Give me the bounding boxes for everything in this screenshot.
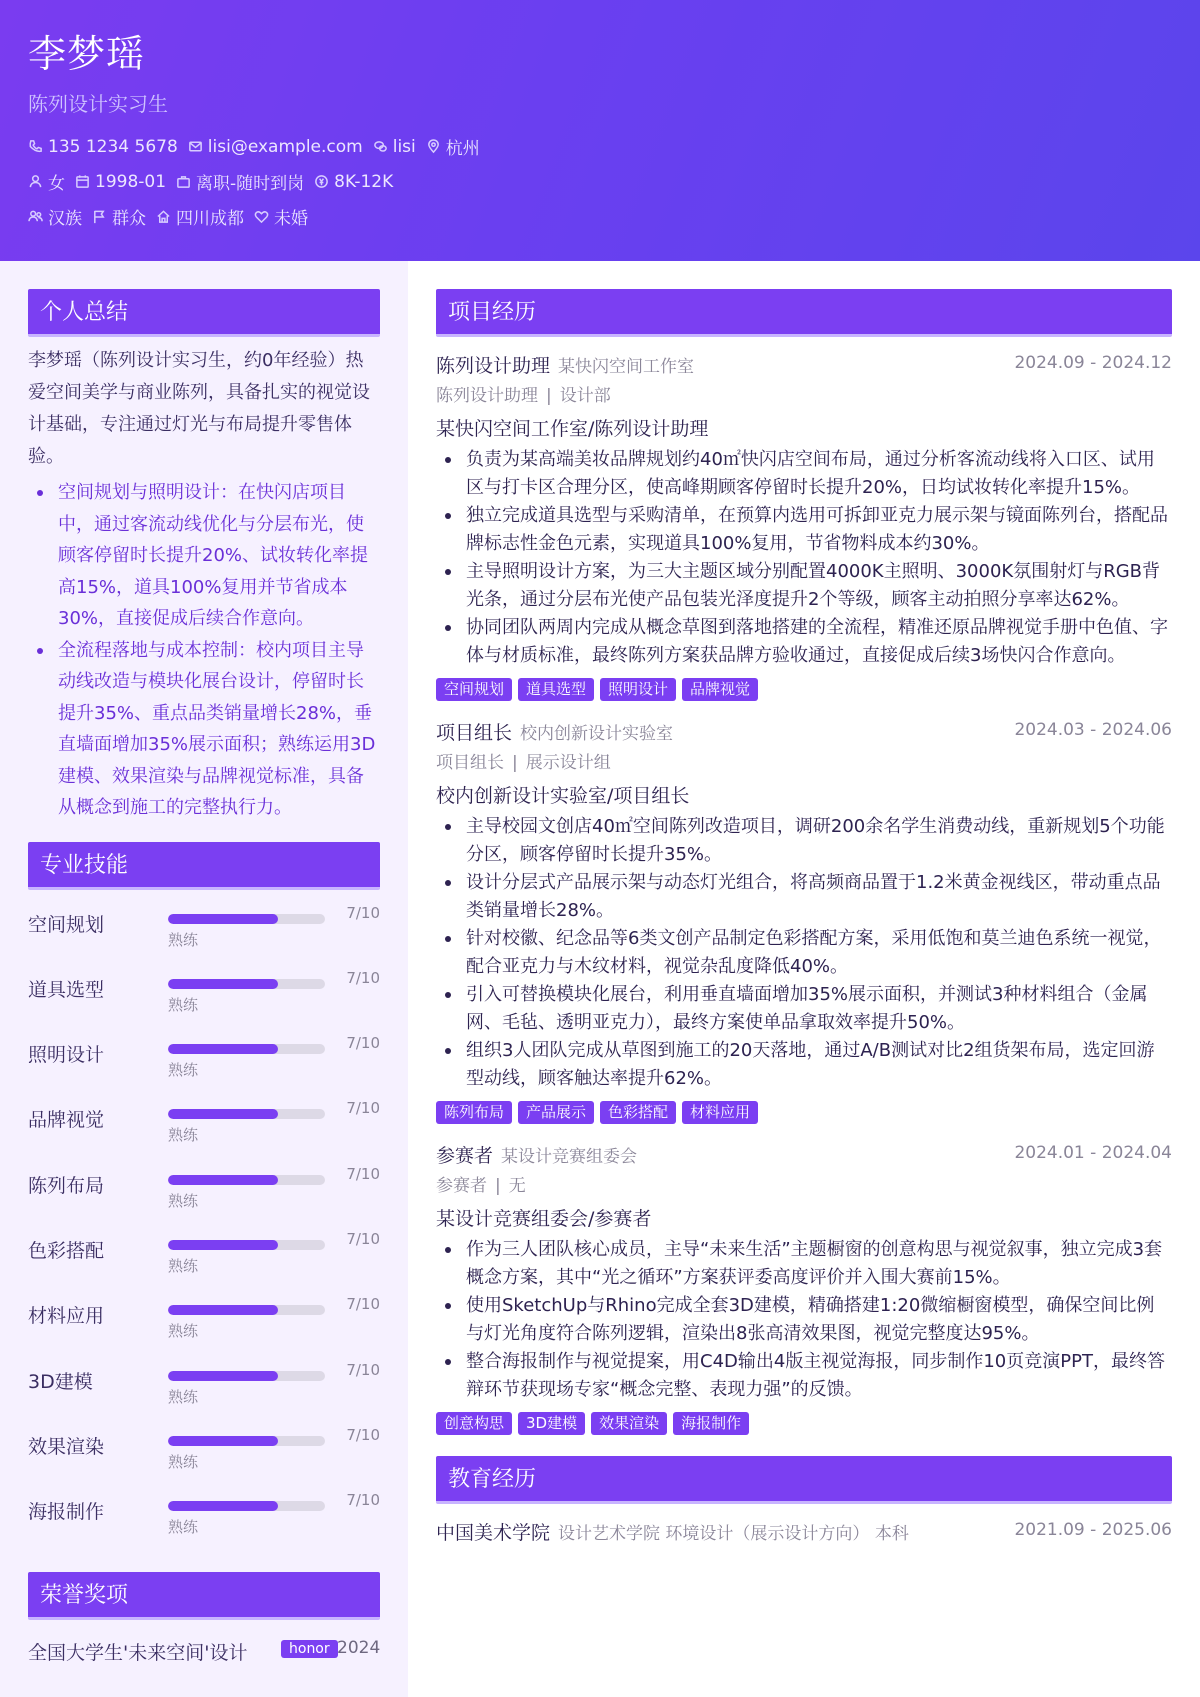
ethnicity-text: 汉族 xyxy=(48,209,82,229)
projects-list xyxy=(436,351,1172,1438)
summary-intro: 李梦瑶（陈列设计实习生，约0年经验）热爱空间美学与商业陈列，具备扎实的视觉设计基础，专注通过灯光与布局提升零售体验。 xyxy=(28,350,370,467)
birth-item xyxy=(75,172,166,192)
project-bullet: 整合海报制作与视觉提案，用C4D输出4版主视觉海报，同步制作10页竞演PPT，最终答辩环节获现场专家“概念完整、表现力强”的反馈。 xyxy=(436,1348,1172,1404)
project-org: 某快闪空间工作室 xyxy=(558,357,695,377)
status-item xyxy=(176,169,304,194)
status-text: 离职-随时到岗 xyxy=(196,174,305,194)
project-tags xyxy=(436,678,1172,704)
skills-heading: 专业技能 xyxy=(28,842,380,890)
skill-score: 7/10 xyxy=(346,968,380,987)
honor-item xyxy=(28,1630,380,1670)
salary-text: 8K-12K xyxy=(334,171,394,192)
skill-level: 熟练 xyxy=(168,1452,199,1471)
project-meta xyxy=(436,749,1172,777)
skill-level: 熟练 xyxy=(168,930,199,949)
education-info: 设计艺术学院 环境设计（展示设计方向） 本科 xyxy=(558,1524,909,1544)
education-item xyxy=(436,1518,1172,1548)
skill-bar xyxy=(168,1240,325,1250)
separator: | xyxy=(546,386,552,406)
wechat-text: lisi xyxy=(392,136,416,157)
project-date: 2024.01 - 2024.04 xyxy=(1014,1143,1172,1163)
candidate-name: 李梦瑶 xyxy=(28,32,146,76)
project-bullets xyxy=(436,1236,1172,1404)
wechat-item xyxy=(373,137,416,157)
summary-points xyxy=(28,477,380,824)
skill-bar xyxy=(168,1436,325,1446)
skill-bar-fill xyxy=(168,1240,278,1250)
city-text: 杭州 xyxy=(445,139,480,159)
wechat-icon xyxy=(373,139,388,154)
ethnicity-item xyxy=(28,204,82,229)
project-bullet: 负责为某高端美妆品牌规划约40㎡快闪店空间布局，通过分析客流动线将入口区、试用区与打卡区合理分区，使高峰期顾客停留时长提升20%，日均试妆转化率提升15%。 xyxy=(436,446,1172,502)
skill-score: 7/10 xyxy=(346,1360,380,1379)
summary-point: 空间规划与照明设计：在快闪店项目中，通过客流动线优化与分层布光，使顾客停留时长提升20%、试妆转化率提高15%，道具100%复用并节省成本30%，直接促成后续合作意向。 xyxy=(28,477,380,635)
skill-tag: 海报制作 xyxy=(673,1412,749,1435)
skill-name: 效果渲染 xyxy=(28,1435,105,1458)
honor-year: 2024 xyxy=(337,1638,381,1659)
skill-score: 7/10 xyxy=(346,1491,380,1510)
mail-icon xyxy=(188,139,203,154)
project-bullets xyxy=(436,813,1172,1093)
skill-score: 7/10 xyxy=(346,1295,380,1314)
skill-row xyxy=(28,1359,380,1424)
skill-bar-fill xyxy=(168,1305,278,1315)
skill-score: 7/10 xyxy=(346,1099,380,1118)
marital-item xyxy=(254,204,308,229)
skill-row xyxy=(28,1228,380,1293)
gender-text: 女 xyxy=(48,174,65,194)
birth-text: 1998-01 xyxy=(95,171,167,192)
right-column xyxy=(408,261,1200,1697)
skill-bar-fill xyxy=(168,1175,278,1185)
location-icon xyxy=(426,139,441,154)
phone-text: 135 1234 5678 xyxy=(48,136,178,157)
project-bullet: 作为三人团队核心成员，主导“未来生活”主题橱窗的创意构思与视觉叙事，独立完成3套概念方案，其中“光之循环”方案获评委高度评价并入围大赛前15%。 xyxy=(436,1236,1172,1292)
candidate-title: 陈列设计实习生 xyxy=(28,92,168,116)
skill-bar-fill xyxy=(168,1436,278,1446)
skill-bar-fill xyxy=(168,1109,278,1119)
skill-tag: 创意构思 xyxy=(436,1412,512,1435)
skill-name: 品牌视觉 xyxy=(28,1109,105,1132)
heart-icon xyxy=(254,209,269,224)
project-date: 2024.09 - 2024.12 xyxy=(1014,353,1172,373)
project-position: 参赛者 xyxy=(436,1176,487,1196)
skill-tag: 照明设计 xyxy=(600,678,676,701)
project-role: 参赛者 xyxy=(436,1145,494,1167)
project-dept: 展示设计组 xyxy=(525,753,611,773)
phone-item xyxy=(28,137,178,157)
project-bullet: 协同团队两周内完成从概念草图到落地搭建的全流程，精准还原品牌视觉手册中色值、字体与材质标准，最终陈列方案获品牌方验收通过，直接促成后续3场快闪合作意向。 xyxy=(436,614,1172,670)
skill-tag: 品牌视觉 xyxy=(682,678,758,701)
skill-row xyxy=(28,1489,380,1554)
skill-score: 7/10 xyxy=(346,1034,380,1053)
separator: | xyxy=(512,753,518,773)
project-header xyxy=(436,1141,1172,1169)
gender-item xyxy=(28,169,65,194)
education-date: 2021.09 - 2025.06 xyxy=(1014,1520,1172,1540)
skill-row xyxy=(28,967,380,1032)
skill-bar xyxy=(168,1175,325,1185)
flag-icon xyxy=(92,209,107,224)
contact-row xyxy=(28,134,1172,159)
skill-score: 7/10 xyxy=(346,1425,380,1444)
honor-badge: honor xyxy=(281,1640,338,1658)
project-subtitle: 校内创新设计实验室/项目组长 xyxy=(436,785,690,807)
resume-header xyxy=(0,0,1200,261)
skill-level: 熟练 xyxy=(168,1518,199,1537)
project-org: 校内创新设计实验室 xyxy=(520,724,674,744)
skill-row xyxy=(28,1424,380,1489)
project-item xyxy=(436,718,1172,1127)
home-icon xyxy=(156,209,171,224)
skill-tag: 陈列布局 xyxy=(436,1101,512,1124)
project-bullet: 针对校徽、纪念品等6类文创产品制定色彩搭配方案，采用低饱和莫兰迪色系统一视觉，配合亚克力与木纹材料，视觉杂乱度降低40%。 xyxy=(436,925,1172,981)
briefcase-icon xyxy=(176,174,191,189)
skill-tag: 效果渲染 xyxy=(591,1412,667,1435)
calendar-icon xyxy=(75,174,90,189)
skill-score: 7/10 xyxy=(346,1164,380,1183)
skill-level: 熟练 xyxy=(168,1387,199,1406)
skill-bar-fill xyxy=(168,1371,278,1381)
project-item xyxy=(436,1141,1172,1438)
skill-row xyxy=(28,1032,380,1097)
skills-list xyxy=(28,902,380,1555)
personal-info-row xyxy=(28,204,1172,229)
project-header xyxy=(436,718,1172,746)
marital-text: 未婚 xyxy=(274,209,308,229)
user-icon xyxy=(28,174,43,189)
project-item xyxy=(436,351,1172,704)
skill-level: 熟练 xyxy=(168,1256,199,1275)
skill-bar xyxy=(168,1305,325,1315)
project-date: 2024.03 - 2024.06 xyxy=(1014,720,1172,740)
project-bullet: 主导校园文创店40㎡空间陈列改造项目，调研200余名学生消费动线，重新规划5个功能分区，顾客停留时长提升35%。 xyxy=(436,813,1172,869)
skill-score: 7/10 xyxy=(346,903,380,922)
skill-level: 熟练 xyxy=(168,1061,199,1080)
skill-tag: 空间规划 xyxy=(436,678,512,701)
skill-name: 照明设计 xyxy=(28,1044,105,1067)
skill-name: 色彩搭配 xyxy=(28,1239,105,1262)
skill-bar-fill xyxy=(168,1044,278,1054)
skill-bar xyxy=(168,1371,325,1381)
project-bullet: 组织3人团队完成从草图到施工的20天落地，通过A/B测试对比2组货架布局，选定回游型动线，顾客触达率提升62%。 xyxy=(436,1037,1172,1093)
project-role: 项目组长 xyxy=(436,722,513,744)
honors-heading: 荣誉奖项 xyxy=(28,1572,380,1620)
project-tags xyxy=(436,1412,1172,1438)
skill-name: 海报制作 xyxy=(28,1501,105,1524)
projects-heading: 项目经历 xyxy=(436,289,1172,337)
skill-name: 空间规划 xyxy=(28,913,105,936)
hometown-item xyxy=(156,204,244,229)
basic-info-row xyxy=(28,169,1172,194)
skill-name: 道具选型 xyxy=(28,978,105,1001)
politics-text: 群众 xyxy=(112,209,146,229)
project-bullet: 使用SketchUp与Rhino完成全套3D建模，精确搭建1:20微缩橱窗模型，确保空间比例与灯光角度符合陈列逻辑，渲染出8张高清效果图，视觉完整度达95%。 xyxy=(436,1292,1172,1348)
skill-level: 熟练 xyxy=(168,1126,199,1145)
project-header xyxy=(436,351,1172,379)
project-tags xyxy=(436,1101,1172,1127)
skill-bar-fill xyxy=(168,1501,278,1511)
skill-tag: 产品展示 xyxy=(518,1101,594,1124)
skill-bar xyxy=(168,979,325,989)
skill-tag: 色彩搭配 xyxy=(600,1101,676,1124)
project-bullet: 引入可替换模块化展台，利用垂直墙面增加35%展示面积，并测试3种材料组合（金属网、毛毡、透明亚克力），最终方案使单品拿取效率提升50%。 xyxy=(436,981,1172,1037)
skill-score: 7/10 xyxy=(346,1229,380,1248)
skill-level: 熟练 xyxy=(168,1322,199,1341)
project-dept: 设计部 xyxy=(559,386,611,406)
coin-icon xyxy=(314,174,329,189)
project-role: 陈列设计助理 xyxy=(436,355,551,377)
skill-row xyxy=(28,1163,380,1228)
project-subtitle: 某设计竞赛组委会/参赛者 xyxy=(436,1208,652,1230)
honor-title: 全国大学生'未来空间'设计 xyxy=(28,1642,248,1665)
project-bullets xyxy=(436,446,1172,670)
project-bullet: 设计分层式产品展示架与动态灯光组合，将高频商品置于1.2米黄金视线区，带动重点品类销量增长28%。 xyxy=(436,869,1172,925)
separator: | xyxy=(495,1176,501,1196)
skill-name: 材料应用 xyxy=(28,1305,105,1328)
project-bullet: 独立完成道具选型与采购清单，在预算内选用可拆卸亚克力展示架与镜面陈列台，搭配品牌标志性金色元素，实现道具100%复用，节省物料成本约30%。 xyxy=(436,502,1172,558)
project-subtitle: 某快闪空间工作室/陈列设计助理 xyxy=(436,418,709,440)
skill-tag: 道具选型 xyxy=(518,678,594,701)
project-org: 某设计竞赛组委会 xyxy=(501,1147,638,1167)
project-position: 项目组长 xyxy=(436,753,504,773)
politics-item xyxy=(92,204,146,229)
skill-name: 陈列布局 xyxy=(28,1174,105,1197)
skill-bar-fill xyxy=(168,914,278,924)
education-heading: 教育经历 xyxy=(436,1456,1172,1504)
project-position: 陈列设计助理 xyxy=(436,386,538,406)
skill-row xyxy=(28,902,380,967)
project-dept: 无 xyxy=(508,1176,526,1196)
project-meta xyxy=(436,1172,1172,1200)
email-item xyxy=(188,137,363,157)
email-text: lisi@example.com xyxy=(207,136,363,157)
skill-level: 熟练 xyxy=(168,995,199,1014)
skill-tag: 材料应用 xyxy=(682,1101,758,1124)
skill-level: 熟练 xyxy=(168,1191,199,1210)
education-school: 中国美术学院 xyxy=(436,1522,551,1544)
skill-tag: 3D建模 xyxy=(518,1412,585,1435)
summary-point: 全流程落地与成本控制：校内项目主导动线改造与模块化展台设计，停留时长提升35%、重点品类销量增长28%，垂直墙面增加35%展示面积；熟练运用3D建模、效果渲染与品牌视觉标准，具备从概念到施工的完整执行力。 xyxy=(28,635,380,824)
phone-icon xyxy=(28,139,43,154)
skill-bar xyxy=(168,1044,325,1054)
salary-item xyxy=(314,172,393,192)
users-icon xyxy=(28,209,43,224)
project-meta xyxy=(436,382,1172,410)
city-item xyxy=(426,134,480,159)
skill-row xyxy=(28,1293,380,1358)
skill-row xyxy=(28,1097,380,1162)
left-column xyxy=(0,261,408,1697)
summary-heading: 个人总结 xyxy=(28,289,380,337)
skill-bar-fill xyxy=(168,979,278,989)
skill-bar xyxy=(168,1109,325,1119)
skill-name: 3D建模 xyxy=(28,1370,93,1393)
skill-bar xyxy=(168,914,325,924)
project-bullet: 主导照明设计方案，为三大主题区域分别配置4000K主照明、3000K氛围射灯与RGB背光条，通过分层布光使产品包装光泽度提升2个等级，顾客主动拍照分享率达62%。 xyxy=(436,558,1172,614)
skill-bar xyxy=(168,1501,325,1511)
hometown-text: 四川成都 xyxy=(176,209,244,229)
